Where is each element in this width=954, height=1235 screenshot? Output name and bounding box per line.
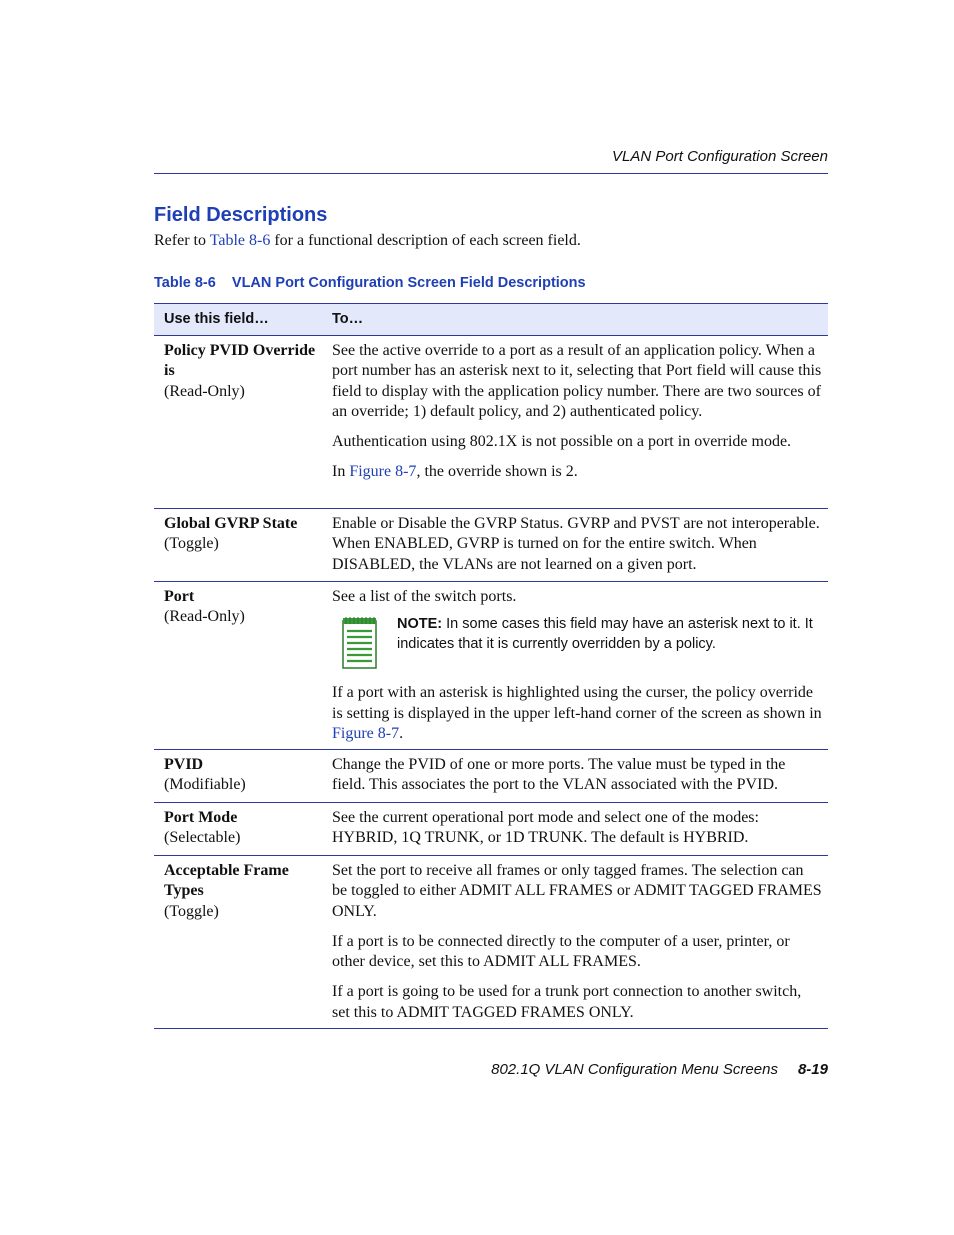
table-row	[154, 750, 828, 803]
field-name: Acceptable Frame Types	[164, 862, 289, 900]
table-row	[154, 336, 828, 509]
text: .	[399, 724, 404, 742]
description: Authentication using 802.1X is not possible on a port in override mode.	[332, 433, 792, 451]
field-mode: (Read-Only)	[164, 608, 245, 626]
field-name: Port Mode	[164, 809, 238, 826]
table-row	[154, 803, 828, 856]
field-description-table	[154, 303, 828, 1029]
note-box	[332, 615, 822, 671]
table-8-6-link[interactable]: Table 8-6	[209, 232, 271, 249]
page-number: 8-19	[797, 1061, 828, 1078]
description: Enable or Disable the GVRP Status. GVRP and PVST are not interoperable. When ENABLED, GVRP is turned on for the entire switch. When DISABLED, the VLANs are not learned on a given port.	[332, 515, 820, 573]
field-mode: (Modifiable)	[164, 776, 246, 794]
table-header-row	[154, 303, 828, 336]
description: Set the port to receive all frames or only tagged frames. The selection can be toggled to either ADMIT ALL FRAMES or ADMIT TAGGED FRAMES ONLY.	[332, 862, 822, 920]
col-header-to: To…	[332, 311, 364, 327]
field-mode: (Selectable)	[164, 829, 241, 847]
description	[332, 683, 822, 744]
text: If a port with an asterisk is highlighted using the curser, the policy override is setting is displayed in the upper left-hand corner of the screen as shown in	[332, 684, 822, 722]
description	[332, 462, 822, 482]
intro-paragraph	[154, 232, 581, 250]
field-mode: (Toggle)	[164, 902, 219, 920]
header-rule	[154, 173, 828, 174]
field-name: Port	[164, 588, 195, 605]
intro-text-before: Refer to	[154, 232, 210, 249]
note-text	[397, 615, 821, 654]
text: In	[332, 463, 350, 481]
notepad-icon	[342, 617, 378, 669]
figure-8-7-link[interactable]: Figure 8-7	[349, 463, 417, 481]
text: , the override shown is 2.	[416, 463, 578, 481]
table-row	[154, 582, 828, 750]
note-label: NOTE:	[397, 616, 443, 633]
running-header: VLAN Port Configuration Screen	[612, 148, 828, 165]
table-row	[154, 856, 828, 1029]
description: See the active override to a port as a result of an application policy. When a port number has an asterisk next to it, selecting that Port field will cause this field to display with the application policy number. There are two sources of an override; 1) default policy, and 2) authenticated policy.	[332, 342, 822, 420]
description: If a port is to be connected directly to the computer of a user, printer, or other device, set this to ADMIT ALL FRAMES.	[332, 932, 790, 971]
description: See a list of the switch ports.	[332, 588, 517, 605]
description: Change the PVID of one or more ports. The value must be typed in the field. This associates the port to the VLAN associated with the PVID.	[332, 756, 786, 794]
footer-title: 802.1Q VLAN Configuration Menu Screens	[491, 1061, 778, 1078]
field-name: PVID	[164, 756, 204, 773]
note-body: In some cases this field may have an asterisk next to it. It indicates that it is currently overridden by a policy.	[397, 616, 813, 652]
field-mode: (Toggle)	[164, 535, 219, 553]
section-title: Field Descriptions	[154, 204, 328, 226]
description: If a port is going to be used for a trunk port connection to another switch, set this to ADMIT TAGGED FRAMES ONLY.	[332, 983, 802, 1021]
table-caption: Table 8-6 VLAN Port Configuration Screen Field Descriptions	[154, 275, 586, 291]
description: See the current operational port mode and select one of the modes: HYBRID, 1Q TRUNK, or 1D TRUNK. The default is HYBRID.	[332, 809, 759, 847]
page-footer	[154, 1061, 828, 1078]
field-name: Policy PVID Override is	[164, 342, 316, 380]
col-header-field: Use this field…	[164, 311, 269, 327]
field-mode: (Read-Only)	[164, 382, 245, 400]
field-name: Global GVRP State	[164, 515, 298, 532]
table-row	[154, 509, 828, 582]
intro-text-after: for a functional description of each screen field.	[270, 232, 581, 249]
figure-8-7-link[interactable]: Figure 8-7	[332, 724, 400, 742]
